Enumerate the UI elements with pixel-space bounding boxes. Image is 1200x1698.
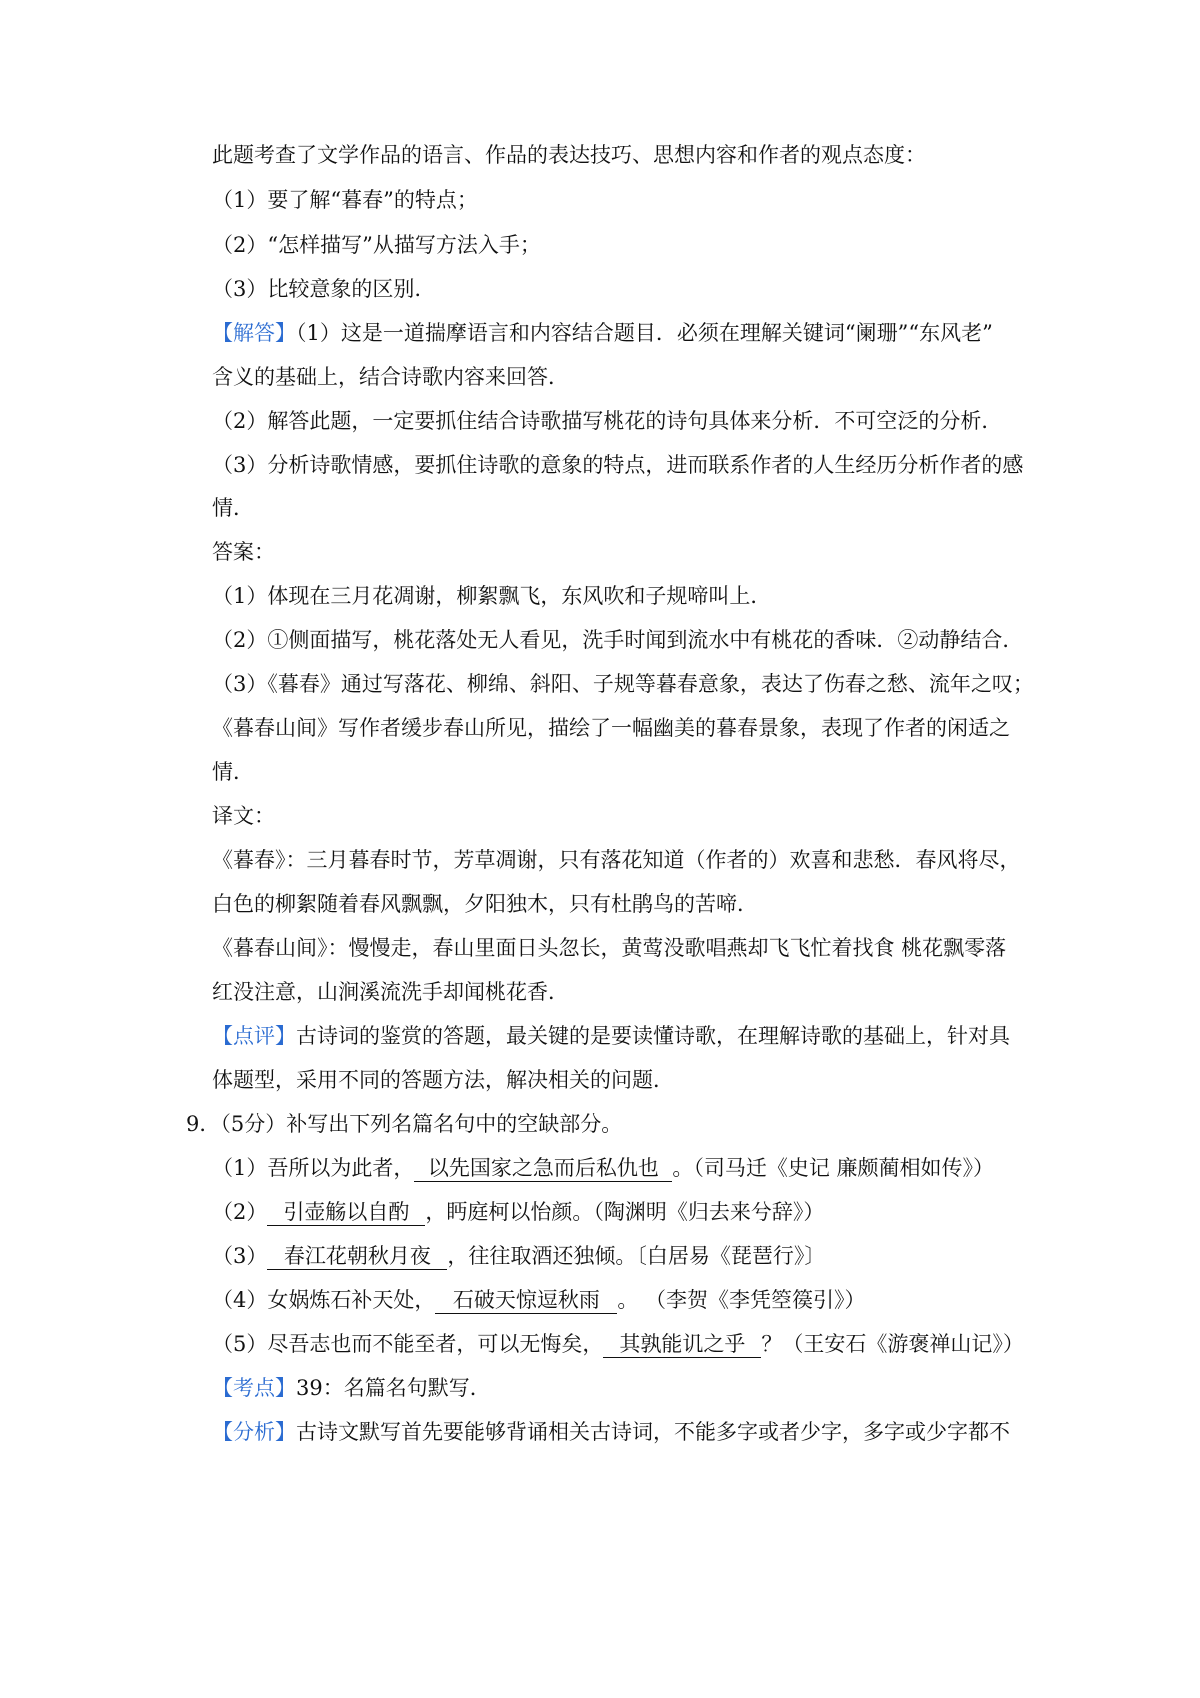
- analysis-point: （1）要了解“暮春”的特点；: [212, 188, 478, 212]
- solution-line: 情．: [212, 496, 254, 520]
- translation-line: 白色的柳絮随着春风飘飘，夕阳独木，只有杜鹃鸟的苦啼．: [212, 892, 758, 916]
- answer-title: 答案：: [212, 540, 275, 564]
- answer-line: 情．: [212, 760, 254, 784]
- solution-line: 【解答】（1）这是一道揣摩语言和内容结合题目．必须在理解关键词“阑珊”“东风老”: [212, 321, 993, 345]
- question-stem: 9．（5分）补写出下列名篇名句中的空缺部分。: [186, 1112, 623, 1136]
- question-item: （3） 春江花朝秋月夜 ，往往取酒还独倾。〔白居易《琵琶行》〕: [212, 1244, 826, 1268]
- translation-title: 译文：: [212, 804, 275, 828]
- translation-line: 《暮春山间》：慢慢走，春山里面日头忽长，黄莺没歌唱燕却飞飞忙着找食 桃花飘零落: [212, 936, 1007, 960]
- analysis-point: （2）“怎样描写”从描写方法入手；: [212, 233, 541, 257]
- answer-line: （2）①侧面描写，桃花落处无人看见，洗手时闻到流水中有桃花的香味．②动静结合．: [212, 628, 1024, 652]
- fenxi-line: 【分析】古诗文默写首先要能够背诵相关古诗词，不能多字或者少字，多字或少字都不: [212, 1420, 1010, 1444]
- answer-line: 《暮春山间》写作者缓步春山所见，描绘了一幅幽美的暮春景象，表现了作者的闲适之: [212, 716, 1010, 740]
- question-item: （4）女娲炼石补天处， 石破天惊逗秋雨 。 （李贺《李凭箜篌引》）: [212, 1288, 866, 1312]
- answer-blank: 石破天惊逗秋雨: [435, 1287, 617, 1314]
- translation-line: 红没注意，山涧溪流洗手却闻桃花香．: [212, 980, 569, 1004]
- comment-tag: 【点评】: [212, 1024, 296, 1048]
- question-item: （2） 引壶觞以自酌 ，眄庭柯以怡颜。（陶渊明《归去来兮辞》）: [212, 1200, 825, 1224]
- translation-line: 《暮春》：三月暮春时节，芳草凋谢，只有落花知道（作者的）欢喜和悲愁．春风将尽，: [212, 848, 1021, 872]
- solution-line: 含义的基础上，结合诗歌内容来回答．: [212, 365, 569, 389]
- answer-line: （3）《暮春》通过写落花、柳绵、斜阳、子规等暮春意象，表达了伤春之愁、流年之叹；: [212, 672, 1034, 696]
- answer-line: （1）体现在三月花凋谢，柳絮飘飞，东风吹和子规啼叫上．: [212, 584, 772, 608]
- answer-blank: 引壶觞以自酌: [267, 1199, 425, 1226]
- solution-line: （2）解答此题，一定要抓住结合诗歌描写桃花的诗句具体来分析．不可空泛的分析．: [212, 409, 1003, 433]
- question-item: （5）尽吾志也而不能至者，可以无悔矣， 其孰能讥之乎 ？（王安石《游褒禅山记》）: [212, 1332, 1024, 1356]
- fenxi-tag: 【分析】: [212, 1420, 296, 1444]
- solution-tag: 【解答】: [212, 321, 296, 345]
- comment-line: 【点评】古诗词的鉴赏的答题，最关键的是要读懂诗歌，在理解诗歌的基础上，针对具: [212, 1024, 1010, 1048]
- question-item: （1）吾所以为此者， 以先国家之急而后私仇也 。（司马迁《史记 廉颇蔺相如传》）: [212, 1156, 995, 1180]
- answer-blank: 春江花朝秋月夜: [267, 1243, 447, 1270]
- analysis-intro: 此题考查了文学作品的语言、作品的表达技巧、思想内容和作者的观点态度：: [212, 143, 926, 167]
- kaodian-tag: 【考点】: [212, 1376, 296, 1400]
- kaodian-line: 【考点】39：名篇名句默写．: [212, 1376, 491, 1400]
- analysis-point: （3）比较意象的区别.: [212, 277, 422, 301]
- answer-blank: 其孰能讥之乎: [603, 1331, 761, 1358]
- answer-blank: 以先国家之急而后私仇也: [414, 1155, 672, 1182]
- comment-line: 体题型，采用不同的答题方法，解决相关的问题．: [212, 1068, 674, 1092]
- solution-line: （3）分析诗歌情感，要抓住诗歌的意象的特点，进而联系作者的人生经历分析作者的感: [212, 453, 1024, 477]
